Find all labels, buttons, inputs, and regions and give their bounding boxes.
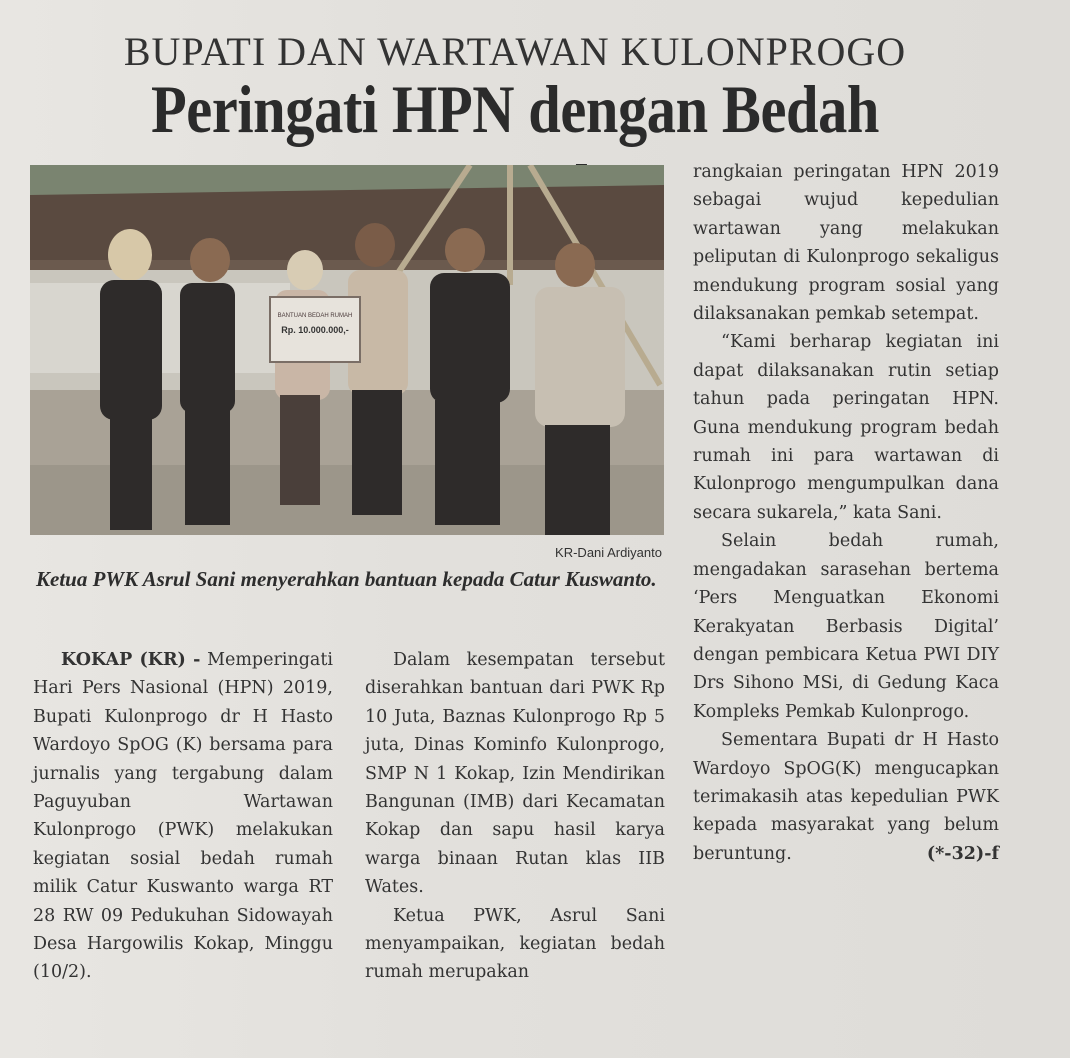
paragraph-final — [693, 726, 999, 868]
paragraph: Ketua PWK, Asrul Sani menyampaikan, kegiatan bedah rumah merupakan — [365, 905, 665, 983]
banner-amount: Rp. 10.000.000,- — [281, 325, 349, 335]
article-photo — [30, 165, 664, 535]
dateline: KOKAP (KR) - — [61, 650, 201, 670]
article-kicker: BUPATI DAN WARTAWAN KULONPROGO — [123, 29, 907, 74]
signature: (*-32)-f — [926, 843, 999, 864]
paragraph: “Kami berharap kegiatan ini dapat dilaksanakan rutin setiap tahun pada peringatan HPN. Guna mendukung program bedah rumah ini para wartawan di Kulonprogo mengumpulkan dana secara sukarela,” kata Sani. — [693, 332, 999, 523]
paragraph: Selain bedah rumah, mengadakan sarasehan bertema ‘Pers Menguatkan Ekonomi Kerakyatan Berbasis Digital’ dengan pembicara Ketua PWI DIY Drs Sihono MSi, di Gedung Kaca Kompleks Pemkab Kulonprogo. — [693, 531, 999, 722]
final-text: Sementara Bupati dr H Hasto Wardoyo SpOG(K) mengucapkan terimakasih atas kepedulian PWK kepada masyarakat yang belum beruntung. — [693, 730, 999, 864]
photo-credit: KR-Dani Ardiyanto — [555, 545, 662, 560]
column-1 — [33, 646, 333, 987]
banner-text: BANTUAN BEDAH RUMAH — [277, 313, 353, 319]
article-headline: Peringati HPN dengan Bedah — [151, 71, 879, 147]
paragraph: rangkaian peringatan HPN 2019 sebagai wujud kepedulian wartawan yang melakukan peliputan di Kulonprogo sekaligus mendukung program sosial yang dilaksanakan pemkab setempat. — [693, 162, 999, 325]
photo-image-icon — [30, 165, 664, 535]
column-3 — [693, 158, 999, 868]
paragraph-lead — [33, 646, 333, 987]
lead-text: Memperingati Hari Pers Nasional (HPN) 2019, Bupati Kulonprogo dr H Hasto Wardoyo SpOG (K) bersama para jurnalis yang tergabung dalam Paguyuban Wartawan Kulonprogo (PWK) melakukan kegiatan sosial bedah rumah milik Catur Kuswanto warga RT 28 RW 09 Pedukuhan Sidowayah Desa Hargowilis Kokap, Minggu (10/2). — [33, 650, 333, 983]
column-2 — [365, 646, 665, 987]
photo-caption: Ketua PWK Asrul Sani menyerahkan bantuan kepada Catur Kuswanto. — [36, 567, 657, 591]
paragraph: Dalam kesempatan tersebut diserahkan bantuan dari PWK Rp 10 Juta, Baznas Kulonprogo Rp 5 juta, Dinas Kominfo Kulonprogo, SMP N 1 Kokap, Izin Mendirikan Bangunan (IMB) dari Kecamatan Kokap dan sapu hasil karya warga binaan Rutan klas IIB Wates. — [365, 650, 665, 898]
